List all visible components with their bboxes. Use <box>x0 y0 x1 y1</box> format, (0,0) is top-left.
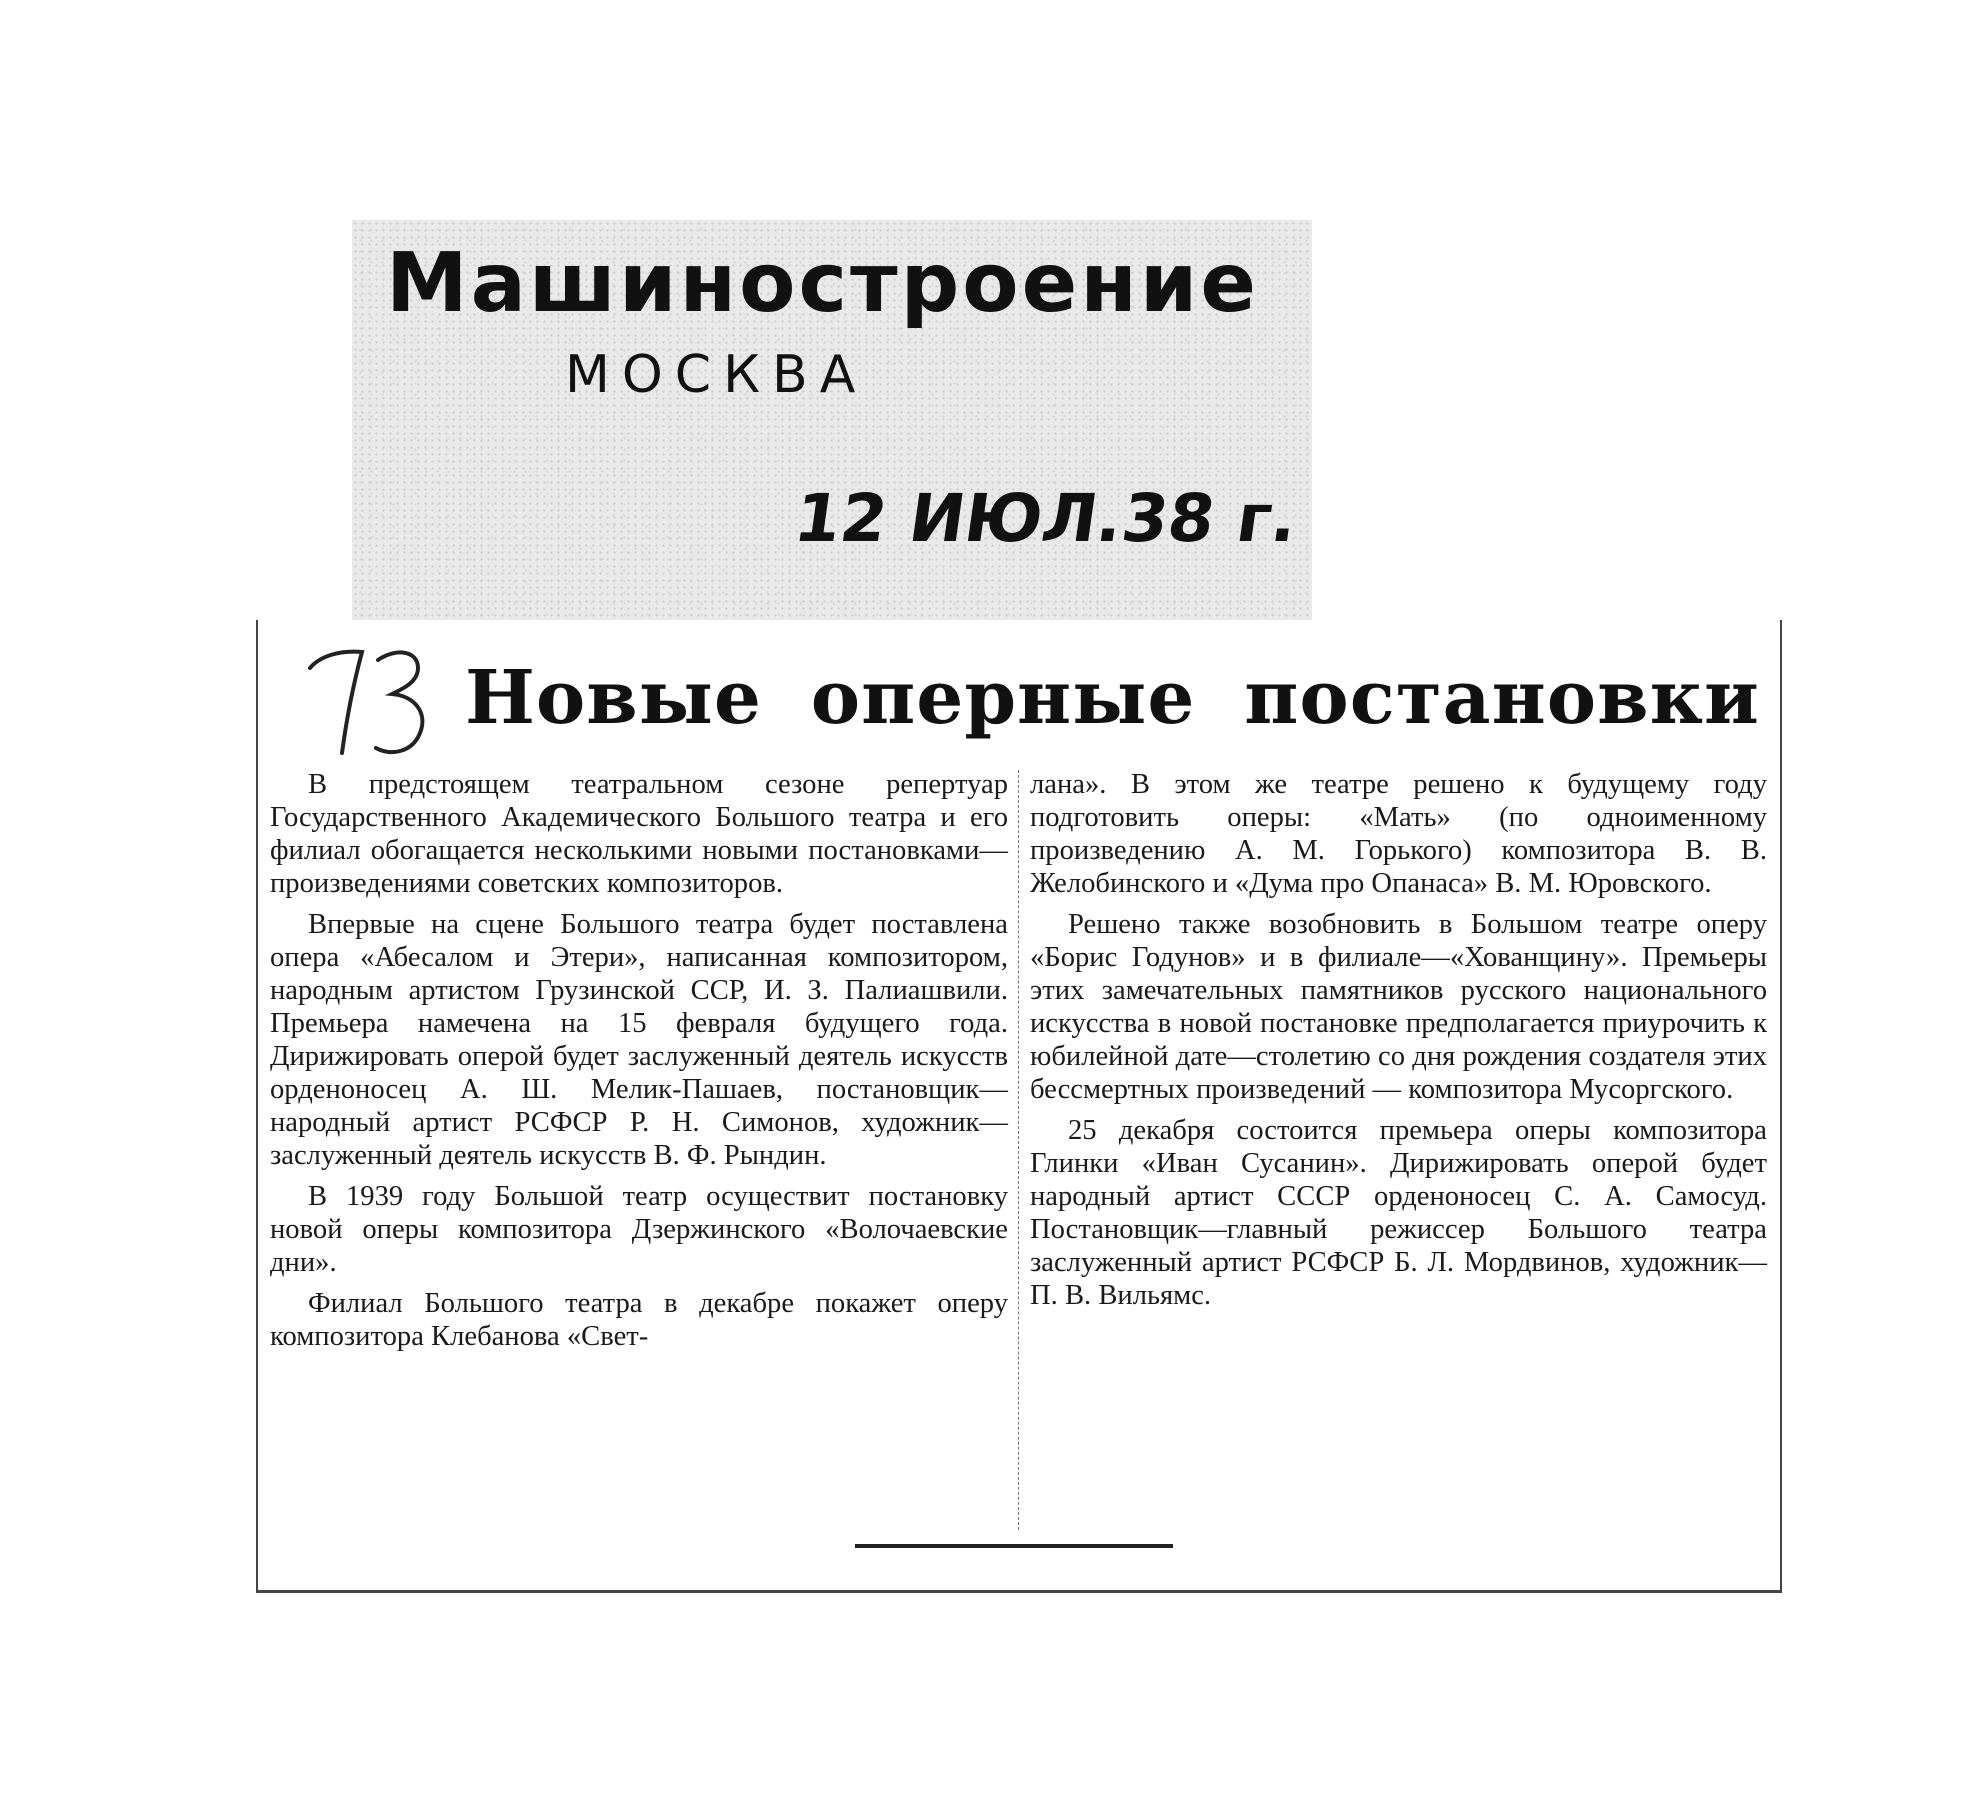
paragraph: 25 декабря состоится премьера оперы композитора Глинки «Иван Сусанин». Дирижировать оперой будет народный артист СССР орденоносец С. А. Самосуд. Постановщик—главный режиссер Большого театра заслуженный артист РСФСР Б. Л. Мордвинов, художник—П. В. Вильямс. <box>1030 1115 1767 1311</box>
city-name: МОСКВА <box>565 345 868 405</box>
article-right-column <box>1030 768 1767 1320</box>
article-left-column <box>270 768 1008 1361</box>
article-headline: Новые оперные постановки <box>465 655 1760 741</box>
end-rule <box>855 1544 1173 1548</box>
paragraph: Филиал Большого театра в декабре покажет оперу композитора Клебанова «Свет- <box>270 1288 1008 1352</box>
paragraph: В 1939 году Большой театр осуществит постановку новой оперы композитора Дзержинского «Волочаевские дни». <box>270 1181 1008 1278</box>
paragraph-continuation: лана». В этом же театре решено к будущему году подготовить оперы: «Мать» (по одноименному произведению А. М. Горького) композитора В. В. Желобинского и «Дума про Опанаса» В. М. Юровского. <box>1030 769 1767 899</box>
paragraph: Решено также возобновить в Большом театре оперу «Борис Годунов» и в филиале—«Хованщину». Премьеры этих замечательных памятников русского национального искусства в новой постановке предполагается приурочить к юбилейной дате—столетию со дня рождения создателя этих бессмертных произведений — композитора Мусоргского. <box>1030 909 1767 1105</box>
column-divider <box>1018 770 1019 1530</box>
paragraph: Впервые на сцене Большого театра будет поставлена опера «Абесалом и Этери», написанная композитором, народным артистом Грузинской ССР, И. З. Палиашвили. Премьера намечена на 15 февраля будущего года. Дирижировать оперой будет заслуженный деятель искусств орденоносец А. Ш. Мелик-Пашаев, постановщик—народный артист РСФСР Р. Н. Симонов, художник—заслуженный деятель искусств В. Ф. Рындин. <box>270 909 1008 1171</box>
stamp-date: 12 ИЮЛ.38 г. <box>789 480 1303 557</box>
handwritten-number-73 <box>300 638 450 768</box>
paragraph: В предстоящем театральном сезоне репертуар Государственного Академического Большого театра и его филиал обогащается несколькими новыми постановками—произведениями советских композиторов. <box>270 769 1008 899</box>
newspaper-name: Машиностроение <box>386 236 1259 331</box>
